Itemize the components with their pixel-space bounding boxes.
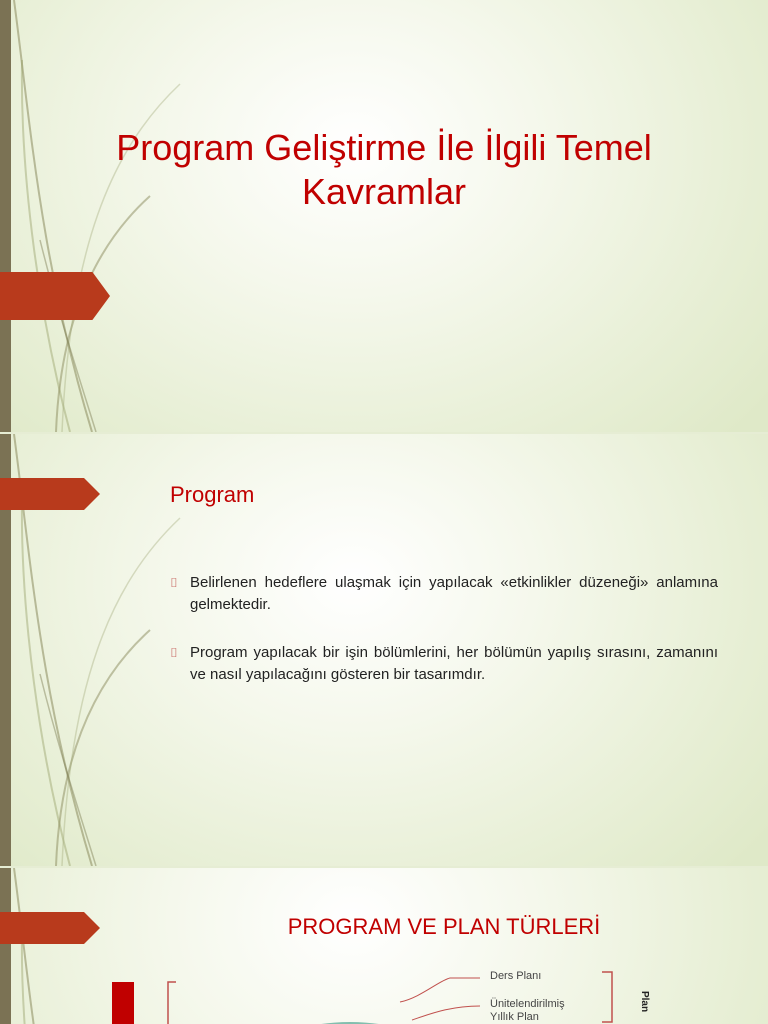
slide-program bbox=[0, 434, 768, 866]
list-item bbox=[170, 572, 718, 616]
section-heading: Program bbox=[170, 482, 255, 507]
red-block-decoration bbox=[112, 982, 134, 1024]
bullet-text: Belirlenen hedeflere ulaşmak için yapılacak «etkinlikler düzeneği» anlamına gelmektedir. bbox=[190, 574, 718, 613]
slide-program-types bbox=[0, 868, 768, 1024]
bullet-icon: ⌷ bbox=[170, 575, 178, 590]
bullet-list bbox=[170, 572, 718, 712]
slide-title-text: Program Geliştirme İle İlgili Temel Kavramlar bbox=[116, 127, 652, 212]
plan-types-diagram bbox=[150, 962, 670, 1024]
list-item bbox=[170, 642, 718, 686]
slide-title bbox=[0, 0, 768, 432]
arrow-tab-decoration bbox=[0, 912, 100, 944]
diagram-item: Ünitelendirilmiş Yıllık Plan bbox=[490, 998, 565, 1023]
arrow-tab-decoration bbox=[0, 272, 110, 320]
diagram-item: Ders Planı bbox=[490, 970, 542, 982]
grass-decoration bbox=[0, 0, 200, 432]
diagram-lines bbox=[150, 962, 670, 1024]
diagram-side-label: Plan bbox=[639, 990, 651, 1013]
slide-title-text: PROGRAM VE PLAN TÜRLERİ bbox=[287, 914, 601, 939]
bullet-text: Program yapılacak bir işin bölümlerini, her bölümün yapılış sırasını, zamanını ve nasıl yapılacağını gösteren bir tasarımdır. bbox=[190, 644, 718, 683]
bullet-icon: ⌷ bbox=[170, 645, 178, 660]
arrow-tab-decoration bbox=[0, 478, 100, 510]
